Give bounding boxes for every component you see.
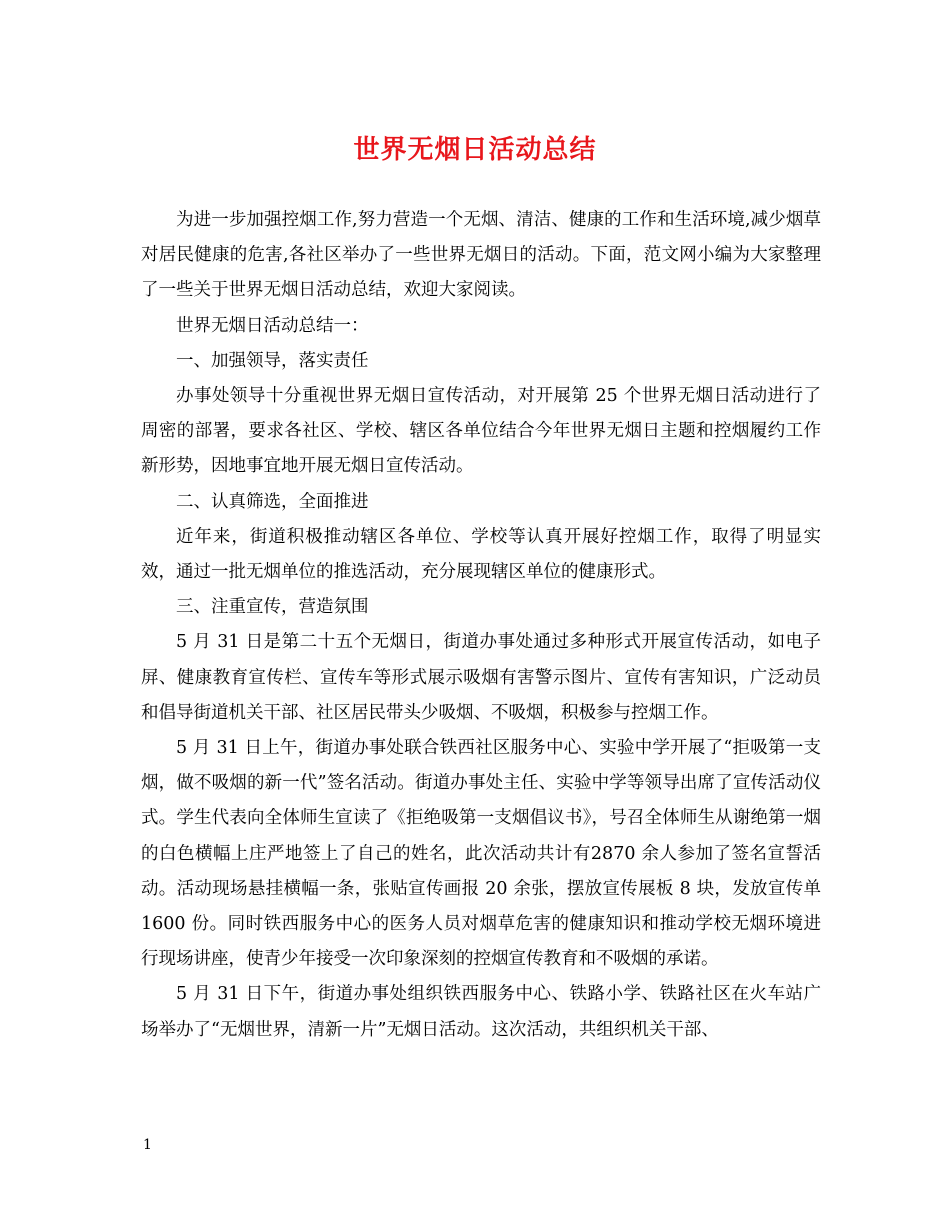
paragraph-section-2: 近年来，街道积极推动辖区各单位、学校等认真开展好控烟工作，取得了明显实效，通过一批无烟单位的推选活动，充分展现辖区单位的健康形式。 <box>141 526 821 583</box>
section-heading-2: 二、认真筛选，全面推进 <box>176 491 369 512</box>
paragraph-intro: 为进一步加强控烟工作,努力营造一个无烟、清洁、健康的工作和生活环境,减少烟草对居民健康的危害,各社区举办了一些世界无烟日的活动。下面，范文网小编为大家整理了一些关于世界无烟日活动总结，欢迎大家阅读。 <box>141 210 821 301</box>
paragraph-summary-heading: 世界无烟日活动总结一： <box>176 315 369 336</box>
section-heading-1: 一、加强领导，落实责任 <box>176 350 369 371</box>
paragraph-section-1: 办事处领导十分重视世界无烟日宣传活动，对开展第 25 个世界无烟日活动进行了周密的部署，要求各社区、学校、辖区各单位结合今年世界无烟日主题和控烟履约工作新形势，因地事宜地开展无烟日宣传活动。 <box>141 386 821 477</box>
page-number: 1 <box>143 1137 152 1153</box>
document-title: 世界无烟日活动总结 <box>353 135 597 165</box>
paragraph-section-3b: 5 月 31 日上午，街道办事处联合铁西社区服务中心、实验中学开展了“拒吸第一支烟，做不吸烟的新一代”签名活动。街道办事处主任、实验中学等领导出席了宣传活动仪式。学生代表向全体师生宣读了《拒绝吸第一支烟倡议书》，号召全体师生从谢绝第一烟的白色横幅上庄严地签上了自己的姓名，此次活动共计有2870 余人参加了签名宣誓活动。活动现场悬挂横幅一条，张贴宣传画报 20 余张，摆放宣传展板 8 块，发放宣传单 1600 份。同时铁西服务中心的医务人员对烟草危害的健康知识和推动学校无烟环境进行现场讲座，使青少年接受一次印象深刻的控烟宣传教育和不吸烟的承诺。 <box>141 738 821 970</box>
paragraph-section-3c: 5 月 31 日下午，街道办事处组织铁西服务中心、铁路小学、铁路社区在火车站广场举办了“无烟世界，清新一片”无烟日活动。这次活动，共组织机关干部、 <box>141 984 821 1040</box>
document-body <box>141 203 821 1048</box>
section-heading-3: 三、注重宣传，营造氛围 <box>176 597 369 618</box>
paragraph-section-3a: 5 月 31 日是第二十五个无烟日，街道办事处通过多种形式开展宣传活动，如电子屏、健康教育宣传栏、宣传车等形式展示吸烟有害警示图片、宣传有害知识，广泛动员和倡导街道机关干部、社区居民带头少吸烟、不吸烟，积极参与控烟工作。 <box>141 632 821 723</box>
